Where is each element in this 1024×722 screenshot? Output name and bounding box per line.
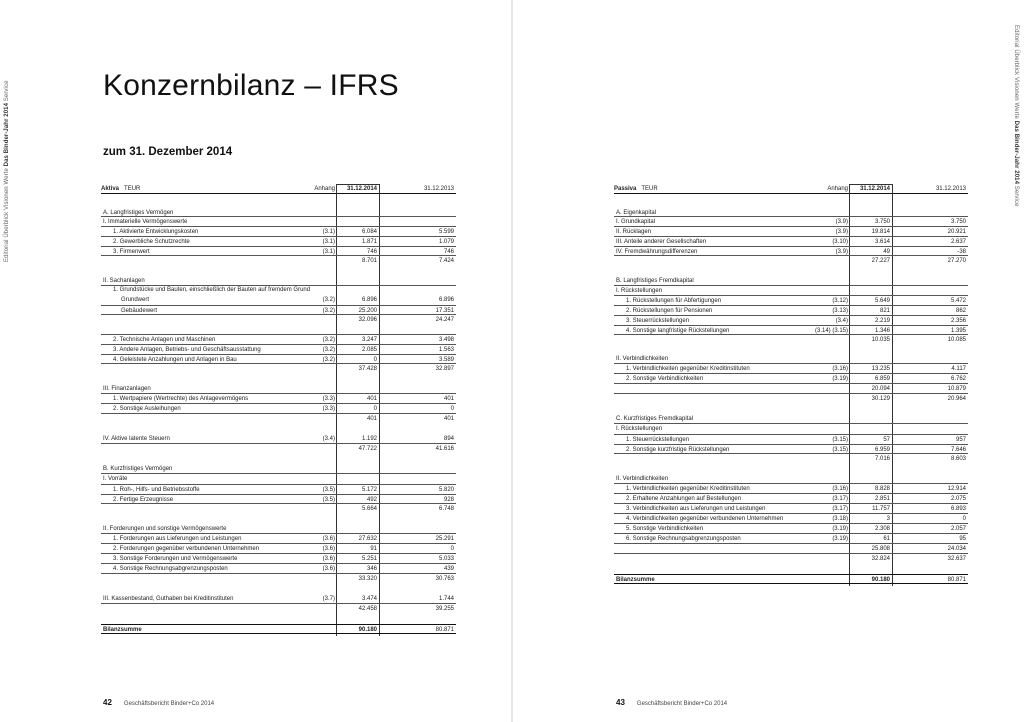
- row-anhang: (3.5): [322, 487, 335, 493]
- footer-right: [616, 698, 727, 707]
- passiva-row: [614, 256, 968, 266]
- row-value-2014: 6.959: [874, 447, 890, 453]
- row-label: 2. Sonstige Ausleihungen: [113, 406, 181, 412]
- row-value-2013: 2.356: [950, 318, 966, 324]
- aktiva-row: [101, 364, 456, 374]
- passiva-row: [614, 325, 968, 335]
- row-label: 1. Roh-, Hilfs- und Betriebsstoffe: [113, 487, 200, 493]
- row-anhang: (3.5): [322, 497, 335, 503]
- row-value-2014: 19.814: [871, 229, 890, 235]
- passiva-row: [614, 494, 968, 504]
- total-value-2013: 80.871: [435, 627, 454, 633]
- row-label: II. Forderungen und sonstige Vermögenswerte: [103, 526, 227, 532]
- row-value-2013: 0: [962, 516, 966, 522]
- row-label: A. Langfristiges Vermögen: [103, 210, 174, 216]
- passiva-row: [614, 423, 968, 433]
- row-value-2014: 11.757: [872, 506, 890, 512]
- row-value-2013: 7.646: [950, 447, 966, 453]
- page-title: Konzernbilanz – IFRS: [103, 69, 399, 102]
- passiva-row: [614, 364, 968, 374]
- passiva-header-2014: 31.12.2014: [859, 186, 890, 192]
- row-value-2014: 6.084: [361, 229, 377, 235]
- passiva-total-row: [614, 574, 968, 584]
- aktiva-row: [101, 216, 456, 226]
- row-value-2013: 2.637: [950, 239, 966, 245]
- row-value-2014: 61: [883, 536, 890, 542]
- aktiva-row: [101, 574, 456, 584]
- row-value-2013: 3.750: [950, 219, 966, 225]
- aktiva-row: [101, 226, 456, 236]
- row-value-2013: 0: [450, 546, 454, 552]
- row-anhang: (3.2): [322, 337, 335, 343]
- passiva-header-anhang: Anhang: [827, 186, 848, 192]
- row-value-2014: 6.896: [361, 297, 377, 303]
- row-label: III. Anteile anderer Gesellschaften: [616, 239, 707, 245]
- side-nav-active: Das Binder-Jahr 2014: [4, 102, 10, 167]
- row-anhang: (3.19): [832, 526, 848, 532]
- passiva-row: [614, 305, 968, 315]
- aktiva-row: [101, 384, 456, 394]
- row-value-2013: 1.395: [950, 328, 966, 334]
- row-value-2014: 5.172: [361, 487, 377, 493]
- row-label: II. Sachanlagen: [103, 278, 145, 284]
- aktiva-row: [101, 394, 456, 404]
- passiva-row: [614, 295, 968, 305]
- row-value-2013: 27.270: [947, 258, 966, 264]
- passiva-row: [614, 374, 968, 384]
- passiva-row: [614, 354, 968, 364]
- row-label: A. Eigenkapital: [616, 210, 657, 216]
- row-label: 3. Andere Anlagen, Betriebs- und Geschäftsausstattung: [113, 347, 261, 353]
- row-value-2013: 5.472: [950, 298, 966, 304]
- footer-left: [103, 698, 214, 707]
- aktiva-row: [101, 334, 456, 344]
- row-label: 2. Sonstige kurzfristige Rückstellungen: [626, 447, 730, 453]
- row-value-2014: 0: [373, 357, 377, 363]
- passiva-row: [614, 315, 968, 325]
- aktiva-row: [101, 315, 456, 325]
- row-value-2014: 47.722: [358, 446, 377, 452]
- row-anhang: (3.7): [322, 596, 335, 602]
- row-value-2014: 27.632: [358, 536, 377, 542]
- row-anhang: (3.15): [832, 447, 848, 453]
- row-value-2014: 821: [879, 308, 890, 314]
- aktiva-row: [101, 444, 456, 454]
- row-anhang: (3.3): [322, 406, 335, 412]
- aktiva-header-2013: 31.12.2013: [423, 186, 454, 192]
- aktiva-row: [101, 504, 456, 514]
- passiva-row: [614, 226, 968, 236]
- row-value-2013: 32.637: [947, 556, 966, 562]
- row-anhang: (3.18): [832, 516, 848, 522]
- passiva-row: [614, 434, 968, 444]
- row-anhang: (3.2): [322, 357, 335, 363]
- passiva-row: [614, 335, 968, 345]
- aktiva-row: [101, 236, 456, 246]
- row-label: 1. Grundstücke und Bauten, einschließlich der Bauten auf fremdem Grund: [113, 287, 311, 293]
- passiva-row: [614, 454, 968, 464]
- row-anhang: (3.2): [322, 297, 335, 303]
- total-label: Bilanzsumme: [616, 577, 655, 583]
- row-anhang: (3.2): [322, 347, 335, 353]
- row-label: I. Grundkapital: [616, 219, 656, 225]
- row-value-2014: 2.308: [874, 526, 890, 532]
- total-label: Bilanzsumme: [103, 627, 142, 633]
- row-label: 4. Geleistete Anzahlungen und Anlagen in Bau: [113, 357, 237, 363]
- row-anhang: (3.6): [322, 546, 335, 552]
- row-value-2013: 24.247: [435, 317, 454, 323]
- row-value-2014: 2.085: [361, 347, 377, 353]
- row-value-2014: 49: [883, 249, 890, 255]
- row-anhang: (3.17): [832, 506, 848, 512]
- row-value-2014: 27.227: [871, 258, 890, 264]
- row-value-2013: 894: [443, 436, 454, 442]
- row-anhang: (3.6): [322, 536, 335, 542]
- page-number-left: 42: [103, 698, 112, 707]
- passiva-row: [614, 504, 968, 514]
- row-value-2014: 8.828: [874, 486, 890, 492]
- row-value-2013: 6.748: [438, 506, 454, 512]
- row-value-2013: 862: [955, 308, 966, 314]
- side-nav-suffix: Service: [1013, 184, 1019, 207]
- total-value-2014: 90.180: [358, 627, 377, 633]
- row-value-2014: 401: [366, 396, 377, 402]
- row-label: I. Rückstellungen: [616, 288, 663, 294]
- passiva-row: [614, 444, 968, 454]
- row-value-2014: 5.649: [874, 298, 890, 304]
- row-value-2014: 1.871: [361, 239, 377, 245]
- side-nav-prefix: Editorial Überblick Visionen Werte: [1013, 25, 1019, 121]
- row-value-2013: 95: [959, 536, 966, 542]
- aktiva-row: [101, 564, 456, 574]
- row-value-2013: 1.079: [438, 239, 454, 245]
- row-value-2014: 25.200: [358, 308, 377, 314]
- row-value-2014: 401: [366, 416, 377, 422]
- aktiva-row: [101, 295, 456, 305]
- current-year-column-top: [336, 184, 380, 193]
- aktiva-row: [101, 246, 456, 256]
- passiva-row: [614, 285, 968, 295]
- aktiva-row: [101, 594, 456, 604]
- row-value-2013: 6.896: [438, 297, 454, 303]
- row-anhang: (3.2): [322, 308, 335, 314]
- row-value-2014: 5.664: [361, 506, 377, 512]
- row-anhang: (3.19): [832, 536, 848, 542]
- row-value-2014: 3: [886, 516, 890, 522]
- row-anhang: (3.14) (3.15): [814, 328, 848, 334]
- row-value-2013: 6.893: [950, 506, 966, 512]
- row-label: 4. Sonstige Rechnungsabgrenzungsposten: [113, 566, 228, 572]
- row-value-2013: 957: [955, 437, 966, 443]
- row-value-2014: 37.428: [358, 366, 377, 372]
- row-value-2013: 928: [443, 497, 454, 503]
- row-value-2013: 1.563: [438, 347, 454, 353]
- row-value-2014: 25.808: [871, 546, 890, 552]
- row-value-2014: 3.750: [874, 219, 890, 225]
- row-label: 3. Verbindlichkeiten aus Lieferungen und Leistungen: [626, 506, 766, 512]
- row-value-2013: 4.117: [951, 366, 966, 372]
- row-value-2014: 20.094: [871, 386, 890, 392]
- row-label: 1. Wertpapiere (Wertrechte) des Anlagevermögens: [113, 396, 249, 402]
- passiva-row: [614, 474, 968, 484]
- aktiva-row: [101, 256, 456, 266]
- row-value-2013: 30.763: [435, 576, 454, 582]
- row-anhang: (3.1): [322, 249, 335, 255]
- row-label: 1. Rückstellungen für Abfertigungen: [626, 298, 722, 304]
- row-label: III. Finanzanlagen: [103, 386, 151, 392]
- row-label: B. Langfristiges Fremdkapital: [616, 278, 694, 284]
- aktiva-row: [101, 494, 456, 504]
- row-value-2014: 32.096: [358, 317, 377, 323]
- row-value-2013: 3.498: [438, 337, 454, 343]
- row-value-2013: 25.291: [435, 536, 454, 542]
- row-label: 2. Forderungen gegenüber verbundenen Unternehmen: [113, 546, 260, 552]
- row-value-2014: 7.016: [874, 456, 890, 462]
- row-label: 2. Technische Anlagen und Maschinen: [113, 337, 216, 343]
- passiva-row: [614, 554, 968, 564]
- row-anhang: (3.1): [322, 239, 335, 245]
- aktiva-row: [101, 524, 456, 534]
- row-value-2014: 3.247: [361, 337, 377, 343]
- passiva-row: [614, 514, 968, 524]
- row-label: IV. Aktive latente Steuern: [103, 436, 170, 442]
- passiva-row: [614, 246, 968, 256]
- aktiva-row: [101, 404, 456, 414]
- row-value-2013: 20.964: [947, 396, 966, 402]
- passiva-row: [614, 236, 968, 246]
- row-value-2013: 5.599: [438, 229, 454, 235]
- row-anhang: (3.4): [835, 318, 848, 324]
- row-anhang: (3.6): [322, 566, 335, 572]
- row-label: 4. Verbindlichkeiten gegenüber verbundenen Unternehmen: [626, 516, 784, 522]
- row-value-2013: 401: [443, 416, 454, 422]
- passiva-row: [614, 394, 968, 404]
- row-value-2014: 3.474: [361, 596, 377, 602]
- row-label: 2. Sonstige Verbindlichkeiten: [626, 376, 704, 382]
- row-label: IV. Fremdwährungsdifferenzen: [616, 249, 698, 255]
- row-label: I. Rückstellungen: [616, 426, 663, 432]
- passiva-header-2013: 31.12.2013: [935, 186, 966, 192]
- row-value-2014: 13.235: [871, 366, 890, 372]
- row-label: 3. Firmenwert: [113, 249, 150, 255]
- row-value-2014: 2.851: [874, 496, 890, 502]
- row-label: 2. Erhaltene Anzahlungen auf Bestellungen: [626, 496, 742, 502]
- row-value-2013: 2.057: [950, 526, 966, 532]
- row-value-2013: 6.762: [950, 376, 966, 382]
- row-value-2014: 33.320: [358, 576, 377, 582]
- passiva-row: [614, 534, 968, 544]
- row-label: II. Verbindlichkeiten: [616, 476, 669, 482]
- row-anhang: (3.15): [832, 437, 848, 443]
- row-value-2013: 439: [443, 566, 454, 572]
- row-label: 2. Gewerbliche Schutzrechte: [113, 239, 190, 245]
- row-value-2014: 10.035: [871, 337, 890, 343]
- side-nav-suffix: Service: [4, 80, 10, 103]
- row-label: Grundwert: [121, 297, 150, 303]
- row-value-2014: 1.346: [874, 328, 890, 334]
- aktiva-row: [101, 484, 456, 494]
- row-value-2013: 20.921: [947, 229, 966, 235]
- row-value-2013: 24.034: [947, 546, 966, 552]
- aktiva-row: [101, 434, 456, 444]
- row-label: 1. Forderungen aus Lieferungen und Leistungen: [113, 536, 242, 542]
- row-label: 6. Sonstige Rechnungsabgrenzungsposten: [626, 536, 741, 542]
- row-value-2014: 32.824: [871, 556, 890, 562]
- aktiva-row: [101, 534, 456, 544]
- row-label: 1. Steuerrückstellungen: [626, 437, 690, 443]
- row-value-2014: 0: [373, 406, 377, 412]
- row-label: 1. Verbindlichkeiten gegenüber Kreditinstituten: [626, 366, 750, 372]
- row-value-2013: 39.255: [435, 606, 454, 612]
- row-label: 3. Sonstige Forderungen und Vermögenswerte: [113, 556, 238, 562]
- row-value-2014: 346: [366, 566, 377, 572]
- side-nav-active: Das Binder-Jahr 2014: [1013, 120, 1019, 185]
- row-value-2014: 6.859: [874, 376, 890, 382]
- row-anhang: (3.17): [832, 496, 848, 502]
- row-anhang: (3.9): [835, 229, 848, 235]
- row-value-2013: 0: [450, 406, 454, 412]
- row-value-2014: 42.458: [358, 606, 377, 612]
- passiva-row: [614, 216, 968, 226]
- row-value-2013: 2.075: [950, 496, 966, 502]
- aktiva-row: [101, 473, 456, 483]
- row-value-2014: 2.219: [874, 318, 890, 324]
- row-value-2013: 3.589: [438, 357, 454, 363]
- row-value-2014: 492: [366, 497, 377, 503]
- row-label: I. Vorräte: [103, 476, 128, 482]
- row-value-2013: 401: [443, 396, 454, 402]
- aktiva-header-anhang: Anhang: [314, 186, 335, 192]
- row-anhang: (3.1): [322, 229, 335, 235]
- row-anhang: (3.16): [832, 486, 848, 492]
- row-value-2014: 57: [883, 437, 890, 443]
- aktiva-header: [101, 184, 456, 194]
- row-anhang: (3.10): [832, 239, 848, 245]
- row-label: II. Verbindlichkeiten: [616, 356, 669, 362]
- page-number-right: 43: [616, 698, 625, 707]
- aktiva-row: [101, 354, 456, 364]
- row-value-2013: 5.033: [438, 556, 454, 562]
- passiva-header-side: Passiva TEUR: [614, 186, 658, 192]
- aktiva-header-side: Aktiva TEUR: [101, 186, 141, 192]
- footer-left-text: Geschäftsbericht Binder+Co 2014: [123, 701, 215, 707]
- aktiva-total-row: [101, 624, 456, 634]
- passiva-row: [614, 384, 968, 394]
- aktiva-row: [101, 344, 456, 354]
- side-navigation-right: [1013, 25, 1019, 207]
- row-label: II. Rücklagen: [616, 229, 652, 235]
- current-year-column-top: [849, 184, 893, 193]
- row-anhang: (3.4): [322, 436, 335, 442]
- row-anhang: (3.13): [832, 308, 848, 314]
- row-value-2013: 32.897: [435, 366, 454, 372]
- row-label: 5. Sonstige Verbindlichkeiten: [626, 526, 704, 532]
- row-value-2014: 746: [366, 249, 377, 255]
- total-value-2014: 90.180: [871, 577, 890, 583]
- aktiva-row: [101, 544, 456, 554]
- row-label: C. Kurzfristiges Fremdkapital: [616, 416, 694, 422]
- passiva-row: [614, 524, 968, 534]
- row-value-2013: 5.820: [438, 487, 454, 493]
- row-label: 2. Rückstellungen für Pensionen: [626, 308, 713, 314]
- row-anhang: (3.6): [322, 556, 335, 562]
- row-value-2013: 746: [443, 249, 454, 255]
- row-value-2013: 41.616: [435, 446, 454, 452]
- row-anhang: (3.16): [832, 366, 848, 372]
- aktiva-row: [101, 414, 456, 424]
- row-value-2014: 91: [370, 546, 377, 552]
- row-value-2013: -38: [957, 249, 966, 255]
- row-label: Gebäudewert: [121, 308, 158, 314]
- row-value-2014: 1.192: [361, 436, 377, 442]
- row-label: III. Kassenbestand, Guthaben bei Kreditinstituten: [103, 596, 234, 602]
- row-anhang: (3.19): [832, 376, 848, 382]
- side-nav-prefix: Editorial Überblick Visionen Werte: [4, 166, 10, 262]
- row-value-2014: 30.129: [871, 396, 890, 402]
- row-label: 1. Aktivierte Entwicklungskosten: [113, 229, 199, 235]
- row-label: 1. Verbindlichkeiten gegenüber Kreditinstituten: [626, 486, 750, 492]
- row-value-2013: 17.351: [435, 308, 454, 314]
- row-value-2013: 1.744: [438, 596, 454, 602]
- row-value-2013: 8.603: [950, 456, 966, 462]
- row-value-2014: 8.701: [361, 258, 377, 264]
- row-value-2014: 3.614: [874, 239, 890, 245]
- aktiva-row: [101, 305, 456, 315]
- row-value-2013: 10.879: [947, 386, 966, 392]
- row-anhang: (3.3): [322, 396, 335, 402]
- aktiva-header-2014: 31.12.2014: [346, 186, 377, 192]
- passiva-row: [614, 544, 968, 554]
- row-label: B. Kurzfristiges Vermögen: [103, 466, 173, 472]
- aktiva-row: [101, 554, 456, 564]
- row-value-2013: 10.085: [947, 337, 966, 343]
- total-value-2013: 80.871: [947, 577, 966, 583]
- row-anhang: (3.9): [835, 249, 848, 255]
- passiva-header: [614, 184, 968, 194]
- row-label: 3. Steuerrückstellungen: [626, 318, 690, 324]
- page-subtitle: zum 31. Dezember 2014: [103, 146, 233, 158]
- aktiva-row: [101, 604, 456, 614]
- footer-right-text: Geschäftsbericht Binder+Co 2014: [636, 701, 728, 707]
- row-anhang: (3.9): [835, 219, 848, 225]
- row-value-2013: 12.914: [947, 486, 966, 492]
- row-label: 4. Sonstige langfristige Rückstellungen: [626, 328, 730, 334]
- row-anhang: (3.12): [832, 298, 848, 304]
- row-label: I. Immaterielle Vermögenswerte: [103, 219, 188, 225]
- row-value-2013: 7.424: [438, 258, 454, 264]
- aktiva-row: [101, 285, 456, 295]
- side-navigation-left: [4, 80, 10, 262]
- row-value-2014: 5.251: [361, 556, 377, 562]
- passiva-row: [614, 484, 968, 494]
- row-label: 2. Fertige Erzeugnisse: [113, 497, 174, 503]
